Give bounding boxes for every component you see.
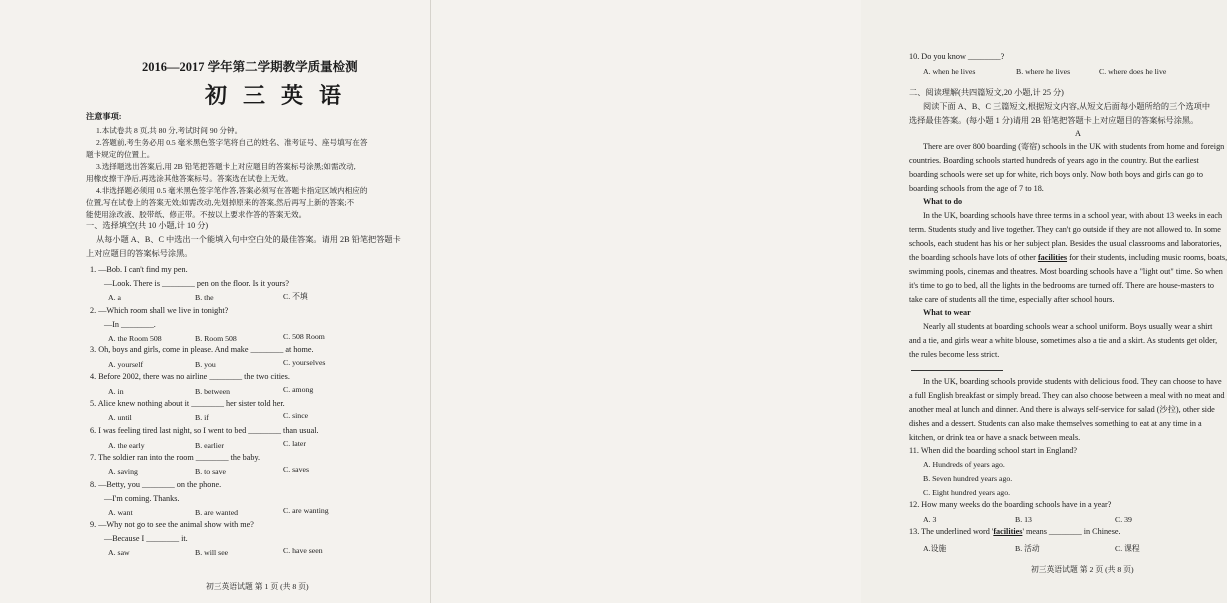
option-c: C. later xyxy=(283,439,306,448)
section-1-instruction: 上对应题目的答案标号涂黑。 xyxy=(86,249,193,258)
passage-line: and a tie, and girls wear a white blouse, sometimes also a tie and a skirt. As students get older, xyxy=(909,336,1218,345)
page-1 xyxy=(0,0,431,603)
option-a: A. the Room 508 xyxy=(108,334,162,343)
option-a: A. until xyxy=(108,413,132,422)
note-line: 1.本试卷共 8 页,共 80 分,考试时间 90 分钟。 xyxy=(96,126,243,135)
option-a: A. saw xyxy=(108,548,130,557)
option-c: C. 39 xyxy=(1115,515,1132,524)
option-c: C. among xyxy=(283,385,314,394)
passage-line: countries. Boarding schools started hundreds of years ago in the country. But the earliest xyxy=(909,156,1199,165)
passage-line: take care of students all the time, especially after school hours. xyxy=(909,295,1115,304)
question-9: 9. —Why not go to see the animal show with me? xyxy=(90,520,254,529)
passage-line: the rules become less strict. xyxy=(909,350,1000,359)
page-footer: 初三英语试题 第 2 页 (共 8 页) xyxy=(1031,565,1134,574)
passage-line: another meal at lunch and dinner. And there is always self-service for salad (沙拉), other side xyxy=(909,405,1215,414)
question-2-line2: —In ________. xyxy=(104,320,156,329)
passage-text: the boarding schools have lots of other xyxy=(909,253,1038,262)
question-1-line2: —Look. There is ________ pen on the floor. Is it yours? xyxy=(104,279,289,288)
passage-line: In the UK, boarding schools have three terms in a school year, with about 13 weeks in each xyxy=(923,211,1223,220)
question-1: 1. —Bob. I can't find my pen. xyxy=(90,265,188,274)
note-line: 用橡皮擦干净后,再选涂其他答案标号。答案选在试卷上无效。 xyxy=(86,174,293,183)
passage-line: it's time to go to bed, all the lights in the bedrooms are turned off. There are house-masters to xyxy=(909,281,1214,290)
option-c: C. 不填 xyxy=(283,292,308,301)
question-2: 2. —Which room shall we live in tonight? xyxy=(90,306,229,315)
passage-line: a full English breakfast or simply bread. They can also choose between a meal with no meat and xyxy=(909,391,1225,400)
question-9-line2: —Because I ________ it. xyxy=(104,534,188,543)
option-b: B. Room 508 xyxy=(195,334,237,343)
option-a: A. yourself xyxy=(108,360,144,369)
option-b: B. between xyxy=(195,387,231,396)
question-13 xyxy=(909,528,1121,536)
note-line: 3.选择题选出答案后,用 2B 铅笔把答题卡上对应题目的答案标号涂黑;如需改动, xyxy=(96,162,356,171)
passage-text: for their students, including music rooms, boats, xyxy=(1067,253,1227,262)
question-7: 7. The soldier ran into the room ________ the baby. xyxy=(90,453,261,462)
option-a: A. a xyxy=(108,293,121,302)
option-c: C. where does he live xyxy=(1099,67,1167,76)
option-c: C. Eight hundred years ago. xyxy=(923,488,1011,497)
question-3: 3. Oh, boys and girls, come in please. And make ________ at home. xyxy=(90,345,314,354)
option-a: A. Hundreds of years ago. xyxy=(923,460,1005,469)
option-c: C. 课程 xyxy=(1115,544,1140,553)
section-2-instruction: 阅读下面 A、B、C 三篇短文,根据短文内容,从短文后面每小题所给的三个选项中 xyxy=(923,102,1211,111)
question-12: 12. How many weeks do the boarding schools have in a year? xyxy=(909,500,1112,509)
exam-subject: 初三英语 xyxy=(205,83,358,108)
question-8-line2: —I'm coming. Thanks. xyxy=(104,494,180,503)
option-a: A. when he lives xyxy=(923,67,976,76)
question-8: 8. —Betty, you ________ on the phone. xyxy=(90,480,222,489)
option-c: C. yourselves xyxy=(283,358,326,367)
option-b: B. 活动 xyxy=(1015,544,1040,553)
page-footer: 初三英语试题 第 1 页 (共 8 页) xyxy=(206,582,309,591)
passage-line: kitchen, or drink tea or have a snack between meals. xyxy=(909,433,1081,442)
passage-line: dishes and a dessert. Students can also make themselves something to eat at any time in a xyxy=(909,419,1202,428)
passage-label: A xyxy=(1075,129,1081,138)
passage-line: boarding schools were set up for white, rich boys only. Now both boys and girls can go to xyxy=(909,170,1203,179)
option-b: B. the xyxy=(195,293,214,302)
passage-line: boarding schools from the age of 7 to 18. xyxy=(909,184,1044,193)
underlined-word: facilities xyxy=(1037,253,1068,262)
option-b: B. Seven hundred years ago. xyxy=(923,474,1013,483)
option-a: A. the early xyxy=(108,441,145,450)
option-b: B. you xyxy=(195,360,216,369)
note-line: 位置,写在试卷上的答案无效;如需改动,先划掉原来的答案,然后再写上新的答案;不 xyxy=(86,198,355,207)
subheading-what-to-do: What to do xyxy=(923,197,963,206)
option-a: A. want xyxy=(108,508,133,517)
option-c: C. saves xyxy=(283,465,309,474)
note-line: 能使用涂改液、胶带纸、修正带。不按以上要求作答的答案无效。 xyxy=(86,210,307,219)
underlined-word: facilities xyxy=(993,527,1023,536)
passage-line: schools, each student has his or her subject plan. Besides the usual classrooms and laboratories, xyxy=(909,239,1222,248)
passage-line: In the UK, boarding schools provide students with delicious food. They can choose to have xyxy=(923,377,1222,386)
subheading-what-to-wear: What to wear xyxy=(923,308,971,317)
option-c: C. 508 Room xyxy=(283,332,325,341)
passage-line: Nearly all students at boarding schools wear a school uniform. Boys usually wear a shirt xyxy=(923,322,1213,331)
option-b: B. to save xyxy=(195,467,226,476)
option-a: A. saving xyxy=(108,467,138,476)
question-text: 13. The underlined word ' xyxy=(909,527,994,536)
option-a: A. in xyxy=(108,387,124,396)
option-b: B. earlier xyxy=(195,441,225,450)
option-c: C. since xyxy=(283,411,309,420)
section-2-heading: 二、阅读理解(共四篇短文,20 小题,计 25 分) xyxy=(909,88,1064,97)
section-1-heading: 一、选择填空(共 10 小题,计 10 分) xyxy=(86,221,209,230)
section-1-instruction: 从每小题 A、B、C 中选出一个能填入句中空白处的最佳答案。请用 2B 铅笔把答题卡 xyxy=(96,235,401,244)
question-text: ' means ________ in Chinese. xyxy=(1022,527,1121,536)
section-2-instruction: 选择最佳答案。(每小题 1 分)请用 2B 铅笔把答题卡上对应题目的答案标号涂黑。 xyxy=(909,116,1199,125)
option-b: B. will see xyxy=(195,548,229,557)
option-b: B. 13 xyxy=(1015,515,1032,524)
question-4: 4. Before 2002, there was no airline ________ the two cities. xyxy=(90,372,290,381)
page-2 xyxy=(431,0,1227,603)
option-a: A. 3 xyxy=(923,515,937,524)
passage-line xyxy=(909,254,1227,262)
notes-heading: 注意事项: xyxy=(86,112,122,121)
option-b: B. where he lives xyxy=(1016,67,1071,76)
note-line: 4.非选择题必须用 0.5 毫米黑色签字笔作答,答案必须写在答题卡指定区域内相应的 xyxy=(96,186,368,195)
option-a: A.设施 xyxy=(923,544,947,553)
option-c: C. are wanting xyxy=(283,506,329,515)
passage-line: term. Students study and live together. They can't go outside if they are not allowed to. In some xyxy=(909,225,1221,234)
exam-title: 2016—2017 学年第二学期教学质量检测 xyxy=(142,60,358,74)
blank-line xyxy=(911,370,1003,371)
question-6: 6. I was feeling tired last night, so I went to bed ________ than usual. xyxy=(90,426,319,435)
note-line: 2.答题前,考生务必用 0.5 毫米黑色签字笔将自己的姓名、准考证号、座号填写在答 xyxy=(96,138,368,147)
option-b: B. are wanted xyxy=(195,508,239,517)
passage-line: swimming pools, cinemas and theatres. Most boarding schools have a "light out" time. So when xyxy=(909,267,1223,276)
passage-line: There are over 800 boarding (寄宿) schools in the UK with students from home and foreign xyxy=(923,142,1225,151)
question-11: 11. When did the boarding school start in England? xyxy=(909,446,1078,455)
option-b: B. if xyxy=(195,413,209,422)
note-line: 题卡规定的位置上。 xyxy=(86,150,155,159)
question-10: 10. Do you know ________? xyxy=(909,52,1005,61)
question-5: 5. Alice knew nothing about it ________ her sister told her. xyxy=(90,399,285,408)
option-c: C. have seen xyxy=(283,546,323,555)
